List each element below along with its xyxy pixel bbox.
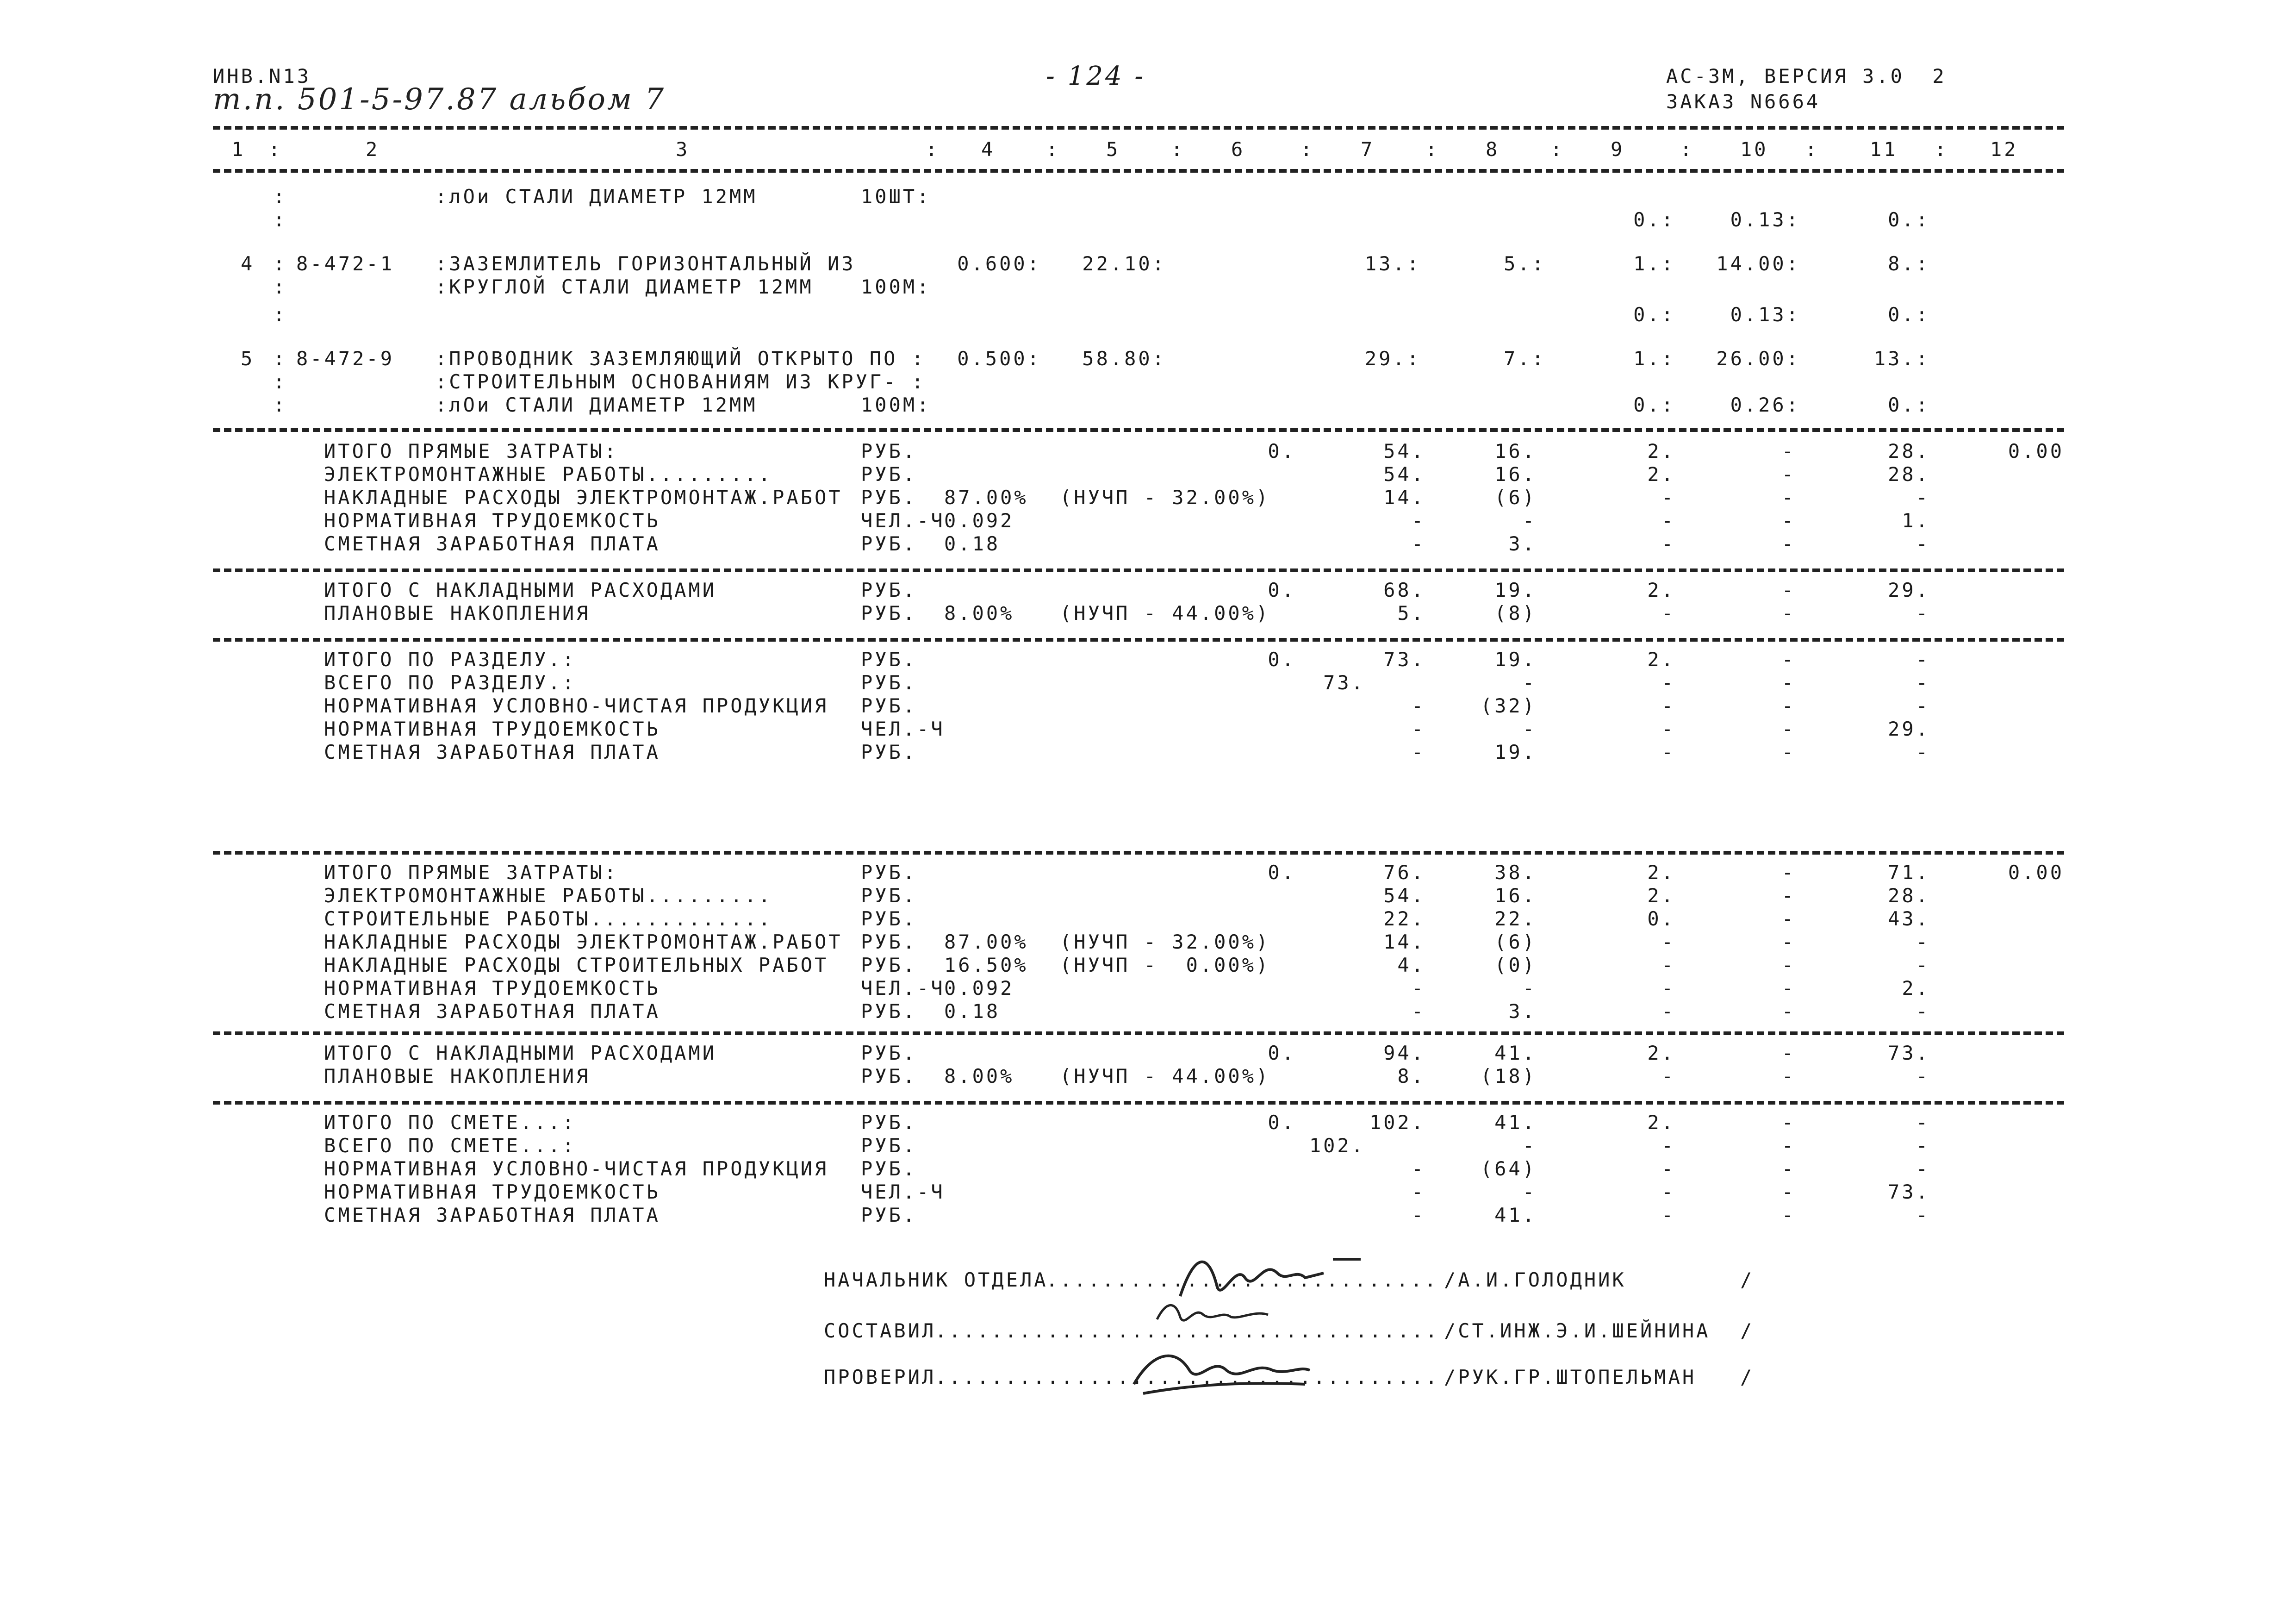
summary-rate: 8.00% xyxy=(944,602,1014,625)
summary-unit: ЧЕЛ.-Ч xyxy=(861,1181,945,1203)
summary-value-c10: - xyxy=(1781,1157,1796,1180)
summary-value-c7: - xyxy=(1411,1000,1425,1023)
column-separator: : xyxy=(1935,138,1949,161)
summary-value-c8: 16. xyxy=(1494,440,1537,462)
sub-value-11: 0.: xyxy=(1888,394,1930,416)
column-separator: : xyxy=(1680,138,1694,161)
summary-value-c11: 29. xyxy=(1888,579,1930,601)
summary-value-c11: - xyxy=(1916,602,1930,625)
summary-value-c9: 2. xyxy=(1647,648,1675,671)
summary-rate: 16.50% xyxy=(944,954,1028,976)
column-separator: : xyxy=(1300,138,1315,161)
summary-value-c9: - xyxy=(1661,931,1675,953)
item-unit: 100М: xyxy=(861,394,931,416)
summary-label: ИТОГО С НАКЛАДНЫМИ РАСХОДАМИ xyxy=(324,579,717,601)
summary-value-c7: - xyxy=(1411,1181,1425,1203)
column-separator: : xyxy=(1805,138,1819,161)
item-value-c4: 0.600: xyxy=(957,252,1041,275)
summary-value-c9: 2. xyxy=(1647,884,1675,907)
summary-value-c9: 2. xyxy=(1647,579,1675,601)
summary-value-c8: 3. xyxy=(1508,532,1537,555)
item-value-c4: 0.500: xyxy=(957,347,1041,370)
summary-value-c8: 19. xyxy=(1494,741,1537,763)
column-separator: : xyxy=(926,138,940,161)
sub-value-11: 0.: xyxy=(1888,208,1930,231)
summary-value-c11: - xyxy=(1916,1065,1930,1087)
summary-value-c11: 28. xyxy=(1888,463,1930,486)
summary-label: НОРМАТИВНАЯ УСЛОВНО-ЧИСТАЯ ПРОДУКЦИЯ xyxy=(324,694,829,717)
summary-value-c6: 0. xyxy=(1268,1042,1296,1064)
item-value-c8: 7.: xyxy=(1504,347,1546,370)
summary-value-c11: 73. xyxy=(1888,1042,1930,1064)
signature-tail: / xyxy=(1740,1366,1755,1388)
summary-value-c7: 54. xyxy=(1383,440,1425,462)
inventory-number: ИНВ.N13 xyxy=(213,65,311,87)
signature-scribble-checker xyxy=(1125,1338,1319,1403)
summary-unit: ЧЕЛ.-Ч xyxy=(861,718,945,740)
summary-value-c12: 0.00 xyxy=(2008,440,2064,462)
summary-value-c6: 0. xyxy=(1268,861,1296,884)
summary-value-c7: 76. xyxy=(1383,861,1425,884)
summary-value-c7: - xyxy=(1411,718,1425,740)
item-value-c8: 5.: xyxy=(1504,252,1546,275)
rate-code: 8-472-9 xyxy=(296,347,395,370)
summary-value-c9: 2. xyxy=(1647,1111,1675,1134)
summary-value-c8: (32) xyxy=(1480,694,1537,717)
item-value-c7: 13.: xyxy=(1364,252,1421,275)
summary-value-c11: 1. xyxy=(1902,509,1930,532)
item-value-c10: 26.00: xyxy=(1716,347,1800,370)
summary-value-c7: 54. xyxy=(1383,463,1425,486)
summary-value-c6: 0. xyxy=(1268,440,1296,462)
summary-value-c9: - xyxy=(1661,1181,1675,1203)
summary-value-c7: 14. xyxy=(1383,486,1425,509)
column-separator: : xyxy=(273,208,287,231)
summary-unit: РУБ. xyxy=(861,671,917,694)
summary-value-c7: - xyxy=(1411,532,1425,555)
summary-value-c10: - xyxy=(1781,741,1796,763)
item-description: :СТРОИТЕЛЬНЫМ ОСНОВАНИЯМ ИЗ КРУГ- : xyxy=(435,370,926,393)
summary-value-c9: - xyxy=(1661,718,1675,740)
summary-value-c8: (64) xyxy=(1480,1157,1537,1180)
summary-label: ИТОГО С НАКЛАДНЫМИ РАСХОДАМИ xyxy=(324,1042,717,1064)
column-separator: : xyxy=(273,394,287,416)
summary-value-c10: - xyxy=(1781,648,1796,671)
summary-value-c10: - xyxy=(1781,671,1796,694)
summary-value-c11: - xyxy=(1916,532,1930,555)
summary-value-c10: - xyxy=(1781,486,1796,509)
summary-value-c7: 14. xyxy=(1383,931,1425,953)
summary-value-c11: 71. xyxy=(1888,861,1930,884)
summary-unit: РУБ. xyxy=(861,1042,917,1064)
summary-value-c9: - xyxy=(1661,954,1675,976)
order-number: ЗАКАЗ N6664 xyxy=(1666,90,1821,113)
summary-value-c10: - xyxy=(1781,1134,1796,1157)
summary-value-c11: - xyxy=(1916,741,1930,763)
summary-value-c9: - xyxy=(1661,532,1675,555)
summary-value-c9: - xyxy=(1661,602,1675,625)
summary-label: НОРМАТИВНАЯ ТРУДОЕМКОСТЬ xyxy=(324,977,660,999)
summary-value-c8: (6) xyxy=(1494,486,1537,509)
sub-value-10: 0.26: xyxy=(1730,394,1800,416)
column-number: 3 xyxy=(676,138,690,161)
summary-value-c8: - xyxy=(1522,509,1537,532)
summary-label: ЭЛЕКТРОМОНТАЖНЫЕ РАБОТЫ......... xyxy=(324,884,773,907)
summary-value-c7: 22. xyxy=(1383,907,1425,930)
signature-tail: / xyxy=(1740,1268,1755,1291)
item-unit: 100М: xyxy=(861,275,931,298)
signature-name: /РУК.ГР.ШТОПЕЛЬМАН xyxy=(1444,1366,1697,1388)
sub-value-11: 0.: xyxy=(1888,303,1930,326)
column-number: 11 xyxy=(1870,138,1898,161)
item-description: :КРУГЛОЙ СТАЛИ ДИАМЕТР 12ММ xyxy=(435,275,814,298)
summary-label: ПЛАНОВЫЕ НАКОПЛЕНИЯ xyxy=(324,1065,591,1087)
row-number: 4 xyxy=(241,252,255,275)
summary-value-c8: 16. xyxy=(1494,463,1537,486)
summary-value-c7: 73. xyxy=(1383,648,1425,671)
program-version: АС-3М, ВЕРСИЯ 3.0 2 xyxy=(1666,65,1947,87)
summary-value-c7: 68. xyxy=(1383,579,1425,601)
summary-value-c8: - xyxy=(1522,1134,1537,1157)
summary-value-c10: - xyxy=(1781,1181,1796,1203)
summary-value-c8: - xyxy=(1522,671,1537,694)
summary-unit: РУБ. xyxy=(861,741,917,763)
summary-unit: РУБ. xyxy=(861,907,917,930)
summary-unit: ЧЕЛ.-Ч xyxy=(861,509,945,532)
summary-value-c67: 102. xyxy=(1309,1134,1365,1157)
summary-value-c8: 19. xyxy=(1494,648,1537,671)
summary-label: ИТОГО ПРЯМЫЕ ЗАТРАТЫ: xyxy=(324,861,619,884)
summary-unit: РУБ. xyxy=(861,532,917,555)
summary-value-c7: 5. xyxy=(1397,602,1425,625)
summary-value-c10: - xyxy=(1781,907,1796,930)
summary-value-c11: 28. xyxy=(1888,884,1930,907)
summary-value-c8: 41. xyxy=(1494,1042,1537,1064)
summary-value-c11: - xyxy=(1916,931,1930,953)
summary-value-c10: - xyxy=(1781,1065,1796,1087)
summary-value-c9: 2. xyxy=(1647,463,1675,486)
summary-label: ВСЕГО ПО СМЕТЕ...: xyxy=(324,1134,577,1157)
summary-unit: РУБ. xyxy=(861,579,917,601)
summary-label: НАКЛАДНЫЕ РАСХОДЫ ЭЛЕКТРОМОНТАЖ.РАБОТ xyxy=(324,931,843,953)
column-separator: : xyxy=(1046,138,1060,161)
summary-value-c6: 0. xyxy=(1268,579,1296,601)
summary-value-c8: - xyxy=(1522,718,1537,740)
item-value-c5: 22.10: xyxy=(1082,252,1166,275)
summary-value-c9: - xyxy=(1661,1134,1675,1157)
summary-value-c7: 102. xyxy=(1369,1111,1425,1134)
summary-value-c9: - xyxy=(1661,486,1675,509)
summary-unit: РУБ. xyxy=(861,884,917,907)
summary-nuchp: (НУЧП - 32.00%) xyxy=(1060,486,1270,509)
summary-value-c7: - xyxy=(1411,694,1425,717)
handwritten-album-reference: т.п. 501-5-97.87 альбом 7 xyxy=(213,82,666,117)
column-number: 8 xyxy=(1486,138,1500,161)
summary-value-c11: 2. xyxy=(1902,977,1930,999)
summary-value-c8: 41. xyxy=(1494,1204,1537,1226)
column-separator: : xyxy=(273,303,287,326)
divider xyxy=(213,428,2064,432)
summary-rate: 8.00% xyxy=(944,1065,1014,1087)
page-number: - 124 - xyxy=(1046,61,1146,91)
column-number: 2 xyxy=(366,138,380,161)
summary-value-c10: - xyxy=(1781,718,1796,740)
summary-value-c12: 0.00 xyxy=(2008,861,2064,884)
signature-role: НАЧАЛЬНИК ОТДЕЛА xyxy=(824,1268,1048,1291)
item-value-c10: 14.00: xyxy=(1716,252,1800,275)
signature-name: /А.И.ГОЛОДНИК xyxy=(1444,1268,1626,1291)
summary-unit: РУБ. xyxy=(861,648,917,671)
summary-rate: 87.00% xyxy=(944,486,1028,509)
summary-unit: РУБ. xyxy=(861,1204,917,1226)
summary-label: ИТОГО ПРЯМЫЕ ЗАТРАТЫ: xyxy=(324,440,619,462)
summary-value-c10: - xyxy=(1781,884,1796,907)
summary-value-c10: - xyxy=(1781,532,1796,555)
sub-value-10: 0.13: xyxy=(1730,303,1800,326)
column-separator: : xyxy=(268,138,283,161)
item-description: :лОи СТАЛИ ДИАМЕТР 12ММ xyxy=(435,185,758,208)
sub-value-9: 0.: xyxy=(1633,303,1675,326)
column-separator: : xyxy=(273,275,287,298)
summary-value-c8: 22. xyxy=(1494,907,1537,930)
summary-value-c9: - xyxy=(1661,694,1675,717)
summary-value-c11: 43. xyxy=(1888,907,1930,930)
column-separator: : xyxy=(273,252,287,275)
summary-rate: 0.18 xyxy=(944,1000,1001,1023)
summary-value-c10: - xyxy=(1781,1042,1796,1064)
summary-value-c7: - xyxy=(1411,1157,1425,1180)
summary-nuchp: (НУЧП - 0.00%) xyxy=(1060,954,1270,976)
summary-value-c8: (6) xyxy=(1494,931,1537,953)
divider xyxy=(213,1101,2064,1105)
summary-value-c9: - xyxy=(1661,1204,1675,1226)
column-separator: : xyxy=(1550,138,1565,161)
summary-value-c10: - xyxy=(1781,509,1796,532)
row-number: 5 xyxy=(241,347,255,370)
summary-unit: РУБ. xyxy=(861,1000,917,1023)
item-description: :ЗАЗЕМЛИТЕЛЬ ГОРИЗОНТАЛЬНЫЙ ИЗ xyxy=(435,252,856,275)
summary-nuchp: (НУЧП - 44.00%) xyxy=(1060,1065,1270,1087)
item-value-c7: 29.: xyxy=(1364,347,1421,370)
summary-value-c11: - xyxy=(1916,486,1930,509)
summary-unit: РУБ. xyxy=(861,954,917,976)
column-number: 6 xyxy=(1231,138,1245,161)
signature-dots: .................................... xyxy=(935,1366,1440,1388)
summary-value-c9: 2. xyxy=(1647,440,1675,462)
summary-value-c11: 28. xyxy=(1888,440,1930,462)
summary-value-c11: - xyxy=(1916,694,1930,717)
summary-value-c10: - xyxy=(1781,977,1796,999)
summary-value-c11: - xyxy=(1916,648,1930,671)
summary-value-c9: 2. xyxy=(1647,861,1675,884)
summary-value-c8: - xyxy=(1522,977,1537,999)
signature-dots: .................................... xyxy=(935,1319,1440,1342)
item-description: :ПРОВОДНИК ЗАЗЕМЛЯЮЩИЙ ОТКРЫТО ПО : xyxy=(435,347,926,370)
summary-value-c7: 8. xyxy=(1397,1065,1425,1087)
summary-label: НОРМАТИВНАЯ ТРУДОЕМКОСТЬ xyxy=(324,718,660,740)
summary-value-c7: - xyxy=(1411,977,1425,999)
summary-unit: РУБ. xyxy=(861,1157,917,1180)
summary-unit: РУБ. xyxy=(861,486,917,509)
summary-value-c11: - xyxy=(1916,1134,1930,1157)
summary-label: СТРОИТЕЛЬНЫЕ РАБОТЫ............. xyxy=(324,907,773,930)
summary-label: СМЕТНАЯ ЗАРАБОТНАЯ ПЛАТА xyxy=(324,1204,660,1226)
summary-label: СМЕТНАЯ ЗАРАБОТНАЯ ПЛАТА xyxy=(324,1000,660,1023)
column-separator: : xyxy=(273,370,287,393)
summary-unit: РУБ. xyxy=(861,1065,917,1087)
summary-unit: РУБ. xyxy=(861,861,917,884)
summary-value-c9: - xyxy=(1661,1000,1675,1023)
summary-value-c7: 94. xyxy=(1383,1042,1425,1064)
summary-value-c7: 4. xyxy=(1397,954,1425,976)
signature-name: /СТ.ИНЖ.Э.И.ШЕЙНИНА xyxy=(1444,1319,1711,1342)
summary-value-c7: 54. xyxy=(1383,884,1425,907)
summary-value-c7: - xyxy=(1411,509,1425,532)
summary-value-c8: 38. xyxy=(1494,861,1537,884)
divider xyxy=(213,638,2064,642)
column-number: 10 xyxy=(1740,138,1768,161)
column-separator: : xyxy=(273,347,287,370)
summary-value-c9: 2. xyxy=(1647,1042,1675,1064)
column-separator: : xyxy=(1171,138,1185,161)
summary-value-c9: 0. xyxy=(1647,907,1675,930)
item-value-c11: 13.: xyxy=(1873,347,1930,370)
divider xyxy=(213,1031,2064,1035)
divider xyxy=(213,568,2064,572)
summary-unit: РУБ. xyxy=(861,931,917,953)
column-separator: : xyxy=(273,185,287,208)
summary-label: НАКЛАДНЫЕ РАСХОДЫ ЭЛЕКТРОМОНТАЖ.РАБОТ xyxy=(324,486,843,509)
summary-nuchp: (НУЧП - 44.00%) xyxy=(1060,602,1270,625)
column-number: 5 xyxy=(1106,138,1120,161)
item-value-c9: 1.: xyxy=(1633,347,1675,370)
summary-unit: РУБ. xyxy=(861,440,917,462)
summary-value-c10: - xyxy=(1781,602,1796,625)
summary-nuchp: (НУЧП - 32.00%) xyxy=(1060,931,1270,953)
summary-rate: 0.092 xyxy=(944,977,1014,999)
item-value-c5: 58.80: xyxy=(1082,347,1166,370)
summary-value-c8: 3. xyxy=(1508,1000,1537,1023)
summary-value-c10: - xyxy=(1781,440,1796,462)
summary-value-c9: - xyxy=(1661,509,1675,532)
summary-label: ПЛАНОВЫЕ НАКОПЛЕНИЯ xyxy=(324,602,591,625)
summary-value-c11: 73. xyxy=(1888,1181,1930,1203)
summary-value-c8: 19. xyxy=(1494,579,1537,601)
summary-value-c9: - xyxy=(1661,671,1675,694)
summary-rate: 0.18 xyxy=(944,532,1001,555)
summary-value-c9: - xyxy=(1661,1065,1675,1087)
summary-label: СМЕТНАЯ ЗАРАБОТНАЯ ПЛАТА xyxy=(324,532,660,555)
summary-value-c11: - xyxy=(1916,1157,1930,1180)
summary-value-c9: - xyxy=(1661,977,1675,999)
rate-code: 8-472-1 xyxy=(296,252,395,275)
summary-value-c6: 0. xyxy=(1268,648,1296,671)
sub-value-9: 0.: xyxy=(1633,394,1675,416)
summary-value-c10: - xyxy=(1781,861,1796,884)
column-number: 1 xyxy=(231,138,246,161)
summary-value-c11: - xyxy=(1916,954,1930,976)
summary-value-c7: - xyxy=(1411,1204,1425,1226)
summary-value-c8: (18) xyxy=(1480,1065,1537,1087)
summary-label: ИТОГО ПО СМЕТЕ...: xyxy=(324,1111,577,1134)
divider xyxy=(213,126,2064,130)
signature-role: СОСТАВИЛ xyxy=(824,1319,936,1342)
summary-unit: РУБ. xyxy=(861,602,917,625)
summary-unit: РУБ. xyxy=(861,463,917,486)
summary-value-c8: 16. xyxy=(1494,884,1537,907)
summary-label: ИТОГО ПО РАЗДЕЛУ.: xyxy=(324,648,577,671)
sub-value-10: 0.13: xyxy=(1730,208,1800,231)
summary-value-c8: (0) xyxy=(1494,954,1537,976)
column-number: 9 xyxy=(1611,138,1625,161)
summary-label: СМЕТНАЯ ЗАРАБОТНАЯ ПЛАТА xyxy=(324,741,660,763)
summary-value-c8: (8) xyxy=(1494,602,1537,625)
summary-label: НОРМАТИВНАЯ ТРУДОЕМКОСТЬ xyxy=(324,509,660,532)
item-unit: 10ШТ: xyxy=(861,185,931,208)
summary-label: ЭЛЕКТРОМОНТАЖНЫЕ РАБОТЫ......... xyxy=(324,463,773,486)
summary-value-c67: 73. xyxy=(1323,671,1365,694)
summary-value-c10: - xyxy=(1781,1111,1796,1134)
summary-value-c11: 29. xyxy=(1888,718,1930,740)
summary-value-c10: - xyxy=(1781,463,1796,486)
signature-tail: / xyxy=(1740,1319,1755,1342)
summary-label: НОРМАТИВНАЯ ТРУДОЕМКОСТЬ xyxy=(324,1181,660,1203)
summary-value-c8: - xyxy=(1522,1181,1537,1203)
summary-value-c10: - xyxy=(1781,954,1796,976)
summary-value-c10: - xyxy=(1781,694,1796,717)
summary-unit: РУБ. xyxy=(861,1111,917,1134)
divider xyxy=(213,851,2064,855)
summary-value-c11: - xyxy=(1916,1111,1930,1134)
item-description: :лОи СТАЛИ ДИАМЕТР 12ММ xyxy=(435,394,758,416)
summary-value-c10: - xyxy=(1781,579,1796,601)
summary-unit: РУБ. xyxy=(861,694,917,717)
summary-value-c11: - xyxy=(1916,671,1930,694)
divider xyxy=(213,169,2064,173)
column-separator: : xyxy=(1425,138,1440,161)
column-number: 7 xyxy=(1361,138,1375,161)
summary-label: ВСЕГО ПО РАЗДЕЛУ.: xyxy=(324,671,577,694)
summary-value-c11: - xyxy=(1916,1000,1930,1023)
signature-dots: ............................ xyxy=(1046,1268,1439,1291)
summary-unit: РУБ. xyxy=(861,1134,917,1157)
item-value-c9: 1.: xyxy=(1633,252,1675,275)
summary-rate: 87.00% xyxy=(944,931,1028,953)
summary-value-c10: - xyxy=(1781,1204,1796,1226)
sub-value-9: 0.: xyxy=(1633,208,1675,231)
summary-rate: 0.092 xyxy=(944,509,1014,532)
summary-label: НОРМАТИВНАЯ УСЛОВНО-ЧИСТАЯ ПРОДУКЦИЯ xyxy=(324,1157,829,1180)
signature-role: ПРОВЕРИЛ xyxy=(824,1366,936,1388)
summary-value-c7: - xyxy=(1411,741,1425,763)
summary-value-c11: - xyxy=(1916,1204,1930,1226)
summary-value-c6: 0. xyxy=(1268,1111,1296,1134)
summary-label: НАКЛАДНЫЕ РАСХОДЫ СТРОИТЕЛЬНЫХ РАБОТ xyxy=(324,954,829,976)
summary-value-c8: 41. xyxy=(1494,1111,1537,1134)
summary-unit: ЧЕЛ.-Ч xyxy=(861,977,945,999)
column-number: 12 xyxy=(1990,138,2018,161)
item-value-c11: 8.: xyxy=(1888,252,1930,275)
column-number: 4 xyxy=(981,138,996,161)
summary-value-c9: - xyxy=(1661,1157,1675,1180)
signature-scribble-compiler xyxy=(1148,1292,1287,1333)
summary-value-c10: - xyxy=(1781,1000,1796,1023)
summary-value-c10: - xyxy=(1781,931,1796,953)
summary-value-c9: - xyxy=(1661,741,1675,763)
